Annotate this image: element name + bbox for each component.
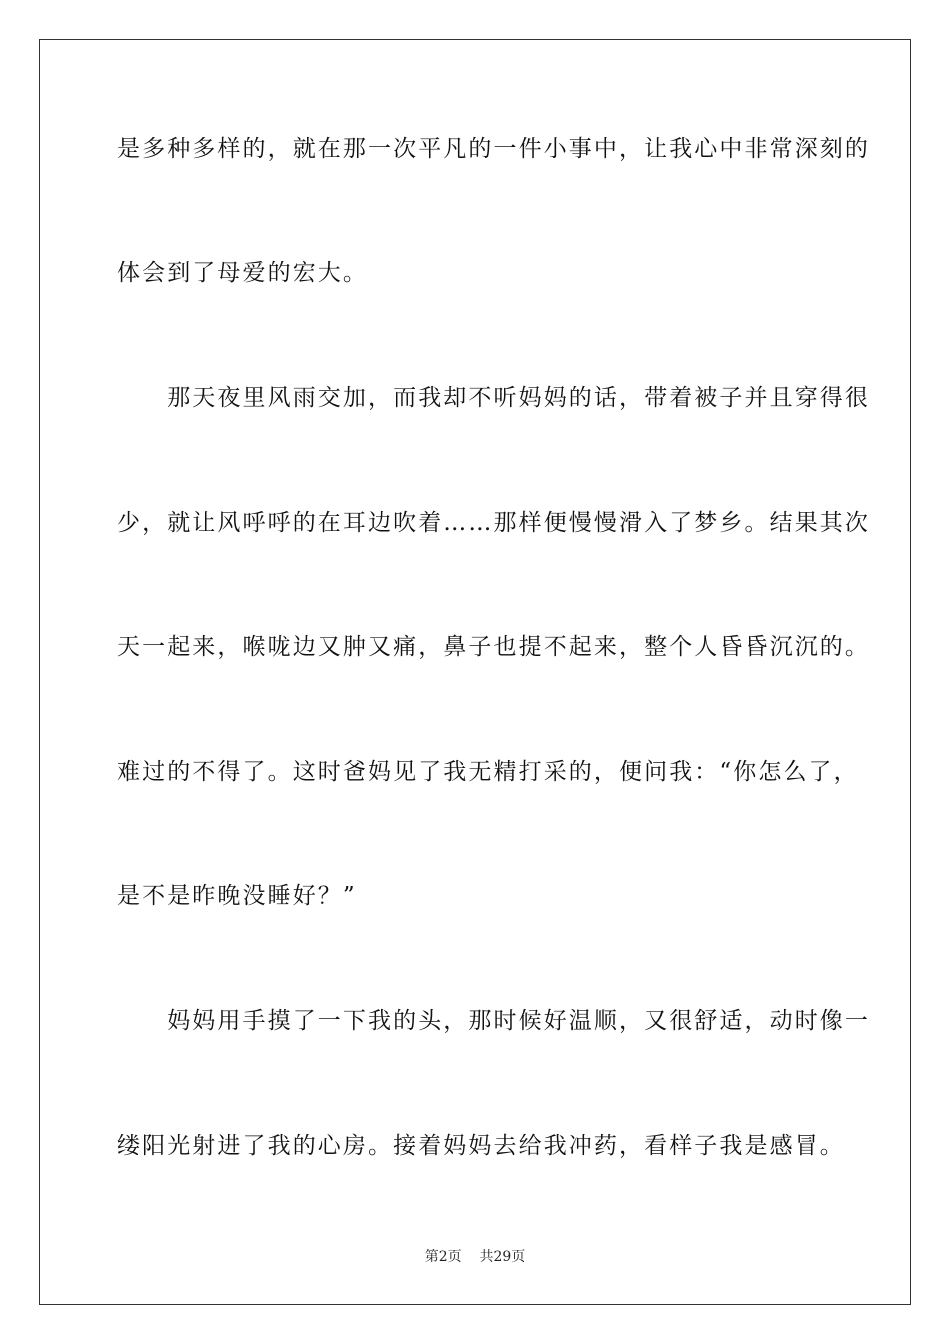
text-line-8: 妈妈用手摸了一下我的头，那时候好温顺，又很舒适，动时像一 [117,1008,870,1034]
text-line-4: 少，就让风呼呼的在耳边吹着……那样便慢慢滑入了梦乡。结果其次 [117,510,870,536]
text-line-2: 体会到了母爱的宏大。 [117,260,368,286]
text-line-7: 是不是昨晚没睡好？” [117,883,357,909]
text-line-1: 是多种多样的，就在那一次平凡的一件小事中，让我心中非常深刻的 [117,136,870,162]
total-pages: 共29页 [479,1249,526,1265]
text-line-6: 难过的不得了。这时爸妈见了我无精打采的，便问我：“你怎么了， [117,759,859,785]
text-line-9: 缕阳光射进了我的心房。接着妈妈去给我冲药，看样子我是感冒。 [117,1133,845,1159]
page-number: 第2页 [424,1249,462,1265]
page-footer [0,1248,950,1266]
page-frame [39,39,911,1305]
text-line-3: 那天夜里风雨交加，而我却不听妈妈的话，带着被子并且穿得很 [117,385,870,411]
text-line-5: 天一起来，喉咙边又肿又痛，鼻子也提不起来，整个人昏昏沉沉的。 [117,634,870,660]
